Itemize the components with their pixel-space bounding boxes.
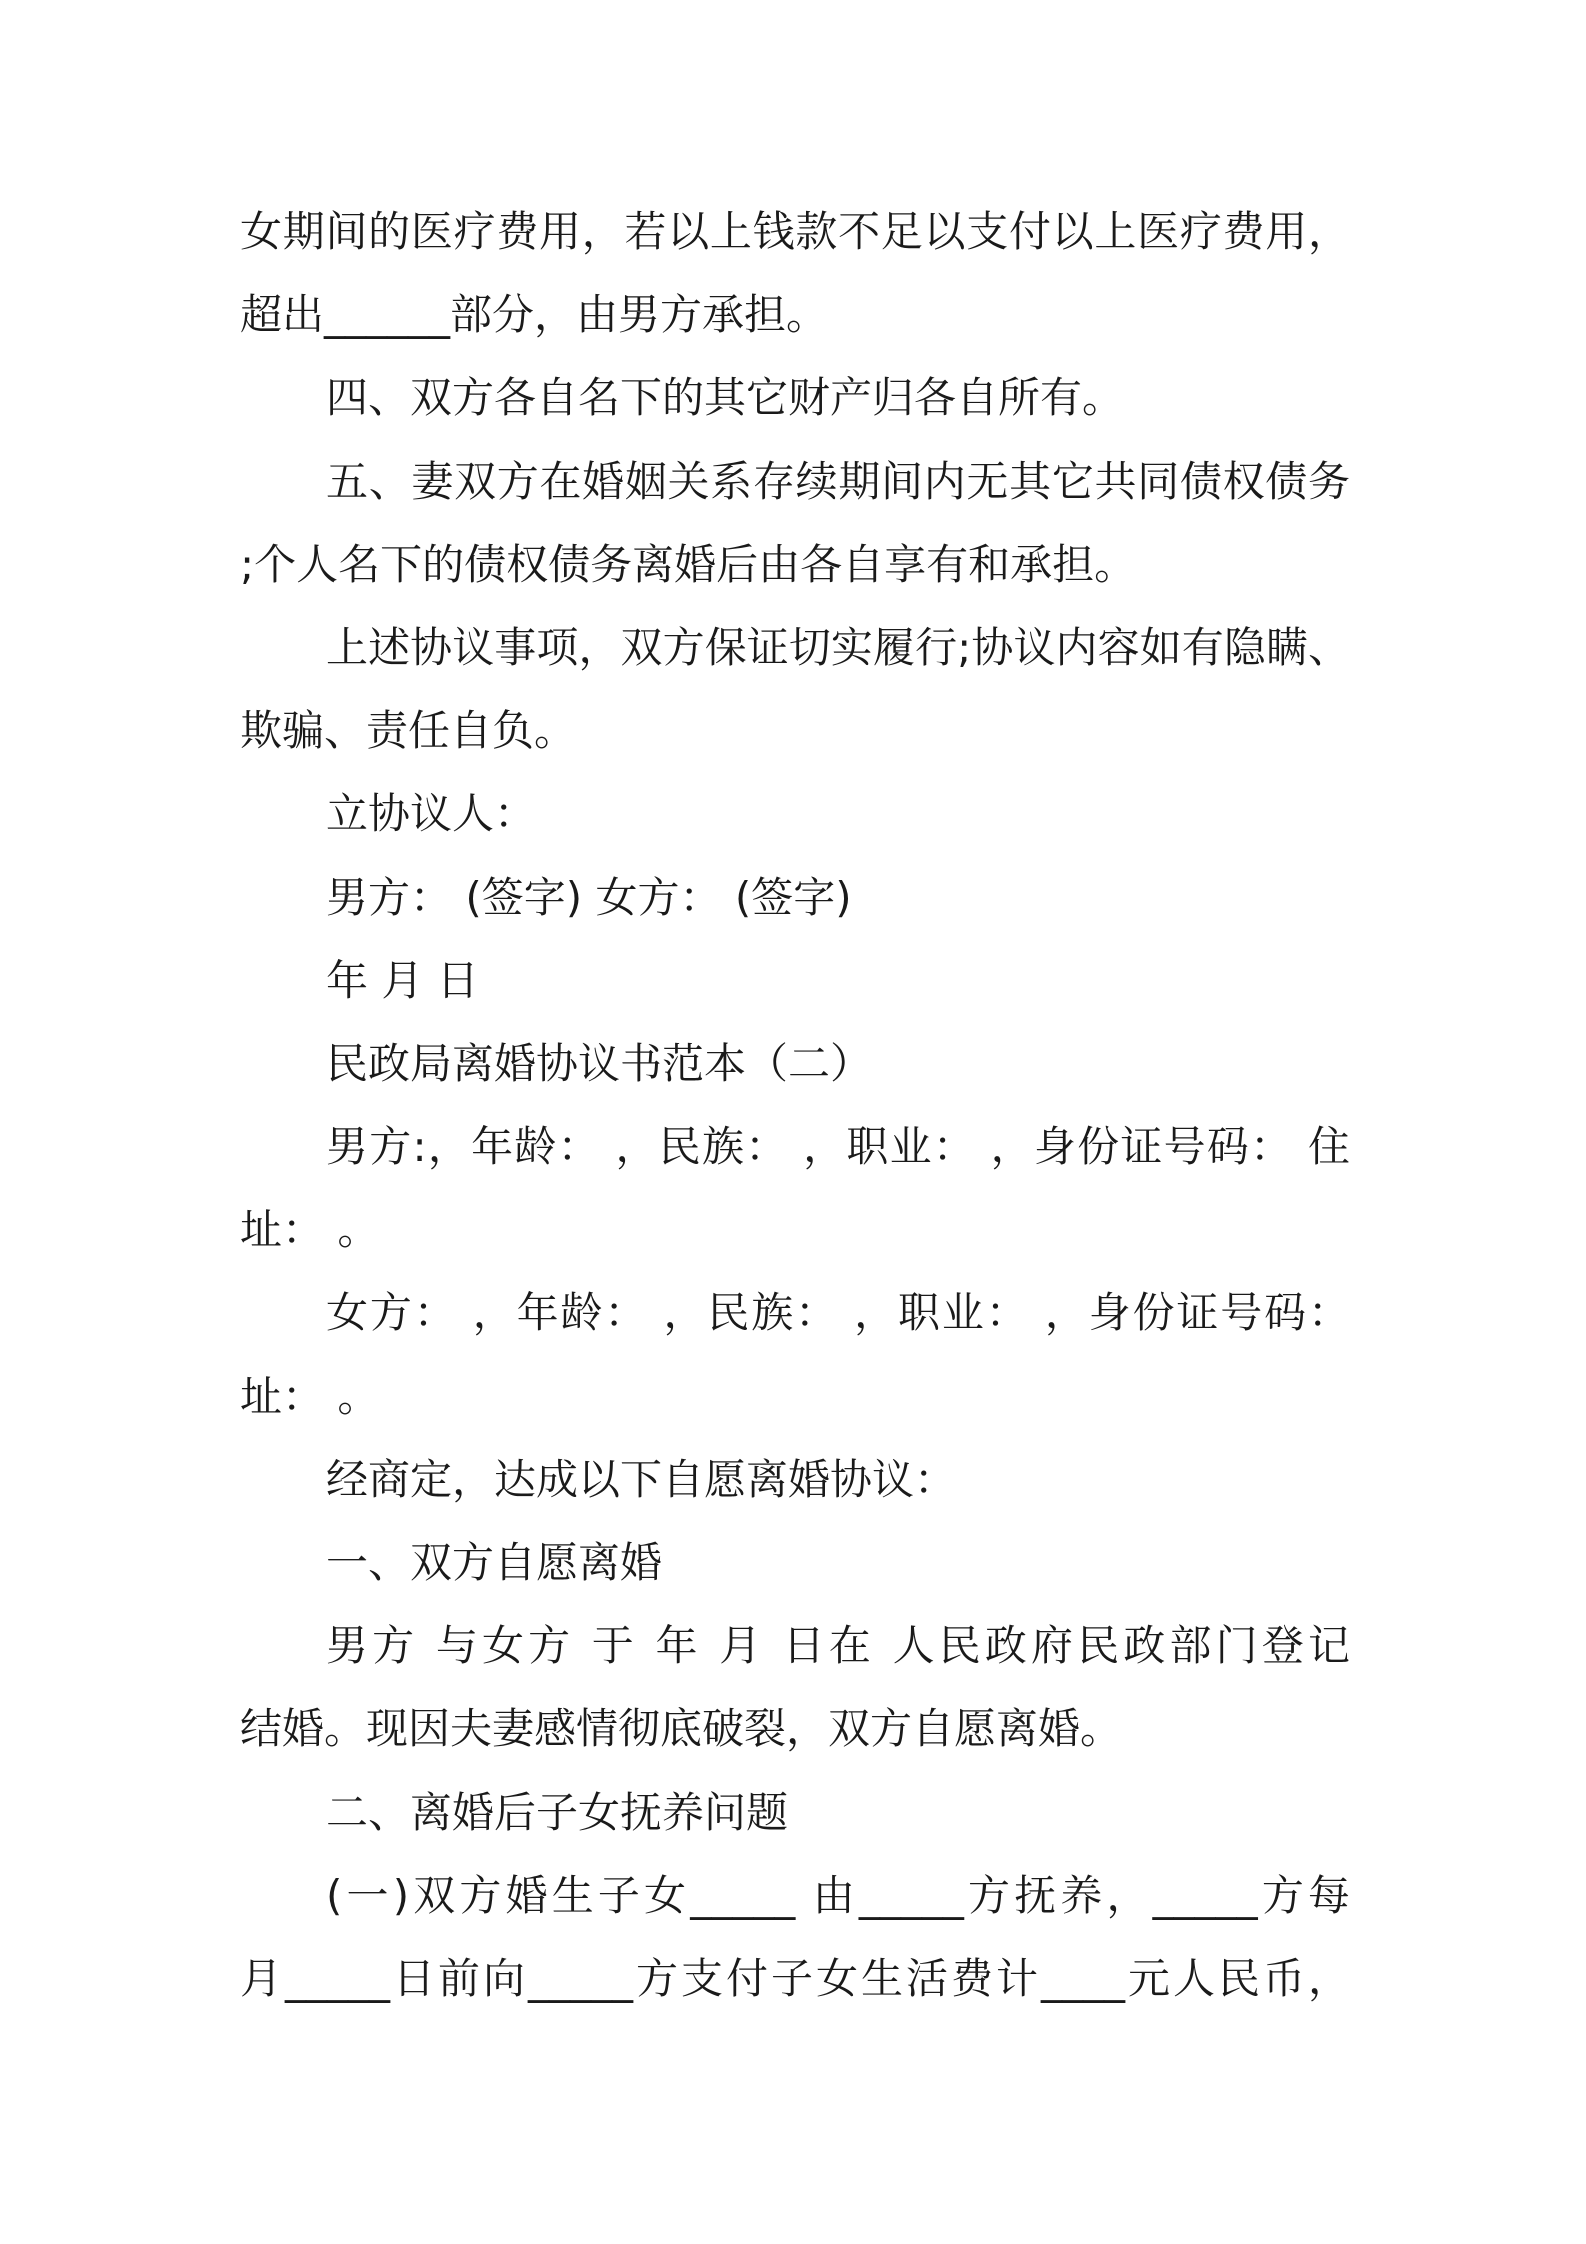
text-line: 女期间的医疗费用，若以上钱款不足以支付以上医疗费用， bbox=[240, 207, 1350, 256]
text-line: 一、双方自愿离婚 bbox=[326, 1538, 663, 1587]
text-line: 二、离婚后子女抚养问题 bbox=[326, 1787, 789, 1837]
section-heading: 民政局离婚协议书范本（二） bbox=[326, 1038, 873, 1088]
text-line: 年 月 日 bbox=[326, 955, 479, 1005]
text-line: 址： 。 bbox=[240, 1205, 380, 1255]
text-line: (一)双方婚生子女_____ 由_____方抚养，_____方每 bbox=[326, 1870, 1350, 1920]
text-line: 欺骗、责任自负。 bbox=[240, 706, 577, 756]
text-line: 址： 。 bbox=[240, 1371, 380, 1421]
document-body bbox=[240, 190, 1350, 2020]
text-line: 男方： (签字) 女方： (签字) bbox=[326, 872, 852, 922]
text-line: 月_____日前向_____方支付子女生活费计____元人民币， bbox=[240, 1953, 1350, 2003]
text-line: 经商定，达成以下自愿离婚协议： bbox=[326, 1454, 957, 1504]
text-line: ;个人名下的债权债务离婚后由各自享有和承担。 bbox=[240, 539, 1137, 589]
text-line: 四、双方各自名下的其它财产归各自所有。 bbox=[326, 373, 1125, 423]
text-line: 男方:，年龄： ，民族： ，职业： ，身份证号码： 住 bbox=[326, 1122, 1350, 1172]
text-line: 立协议人： bbox=[326, 789, 537, 839]
text-line: 结婚。现因夫妻感情彻底破裂，双方自愿离婚。 bbox=[240, 1704, 1123, 1754]
text-line: 女方： ，年龄： ，民族： ，职业： ，身份证号码： bbox=[326, 1288, 1350, 1338]
text-line: 五、妻双方在婚姻关系存续期间内无其它共同债权债务 bbox=[326, 456, 1350, 506]
text-line: 男方 与女方 于 年 月 日在 人民政府民政部门登记 bbox=[326, 1621, 1350, 1671]
text-line: 上述协议事项，双方保证切实履行;协议内容如有隐瞒、 bbox=[326, 622, 1350, 672]
text-line: 超出______部分，由男方承担。 bbox=[240, 290, 829, 340]
